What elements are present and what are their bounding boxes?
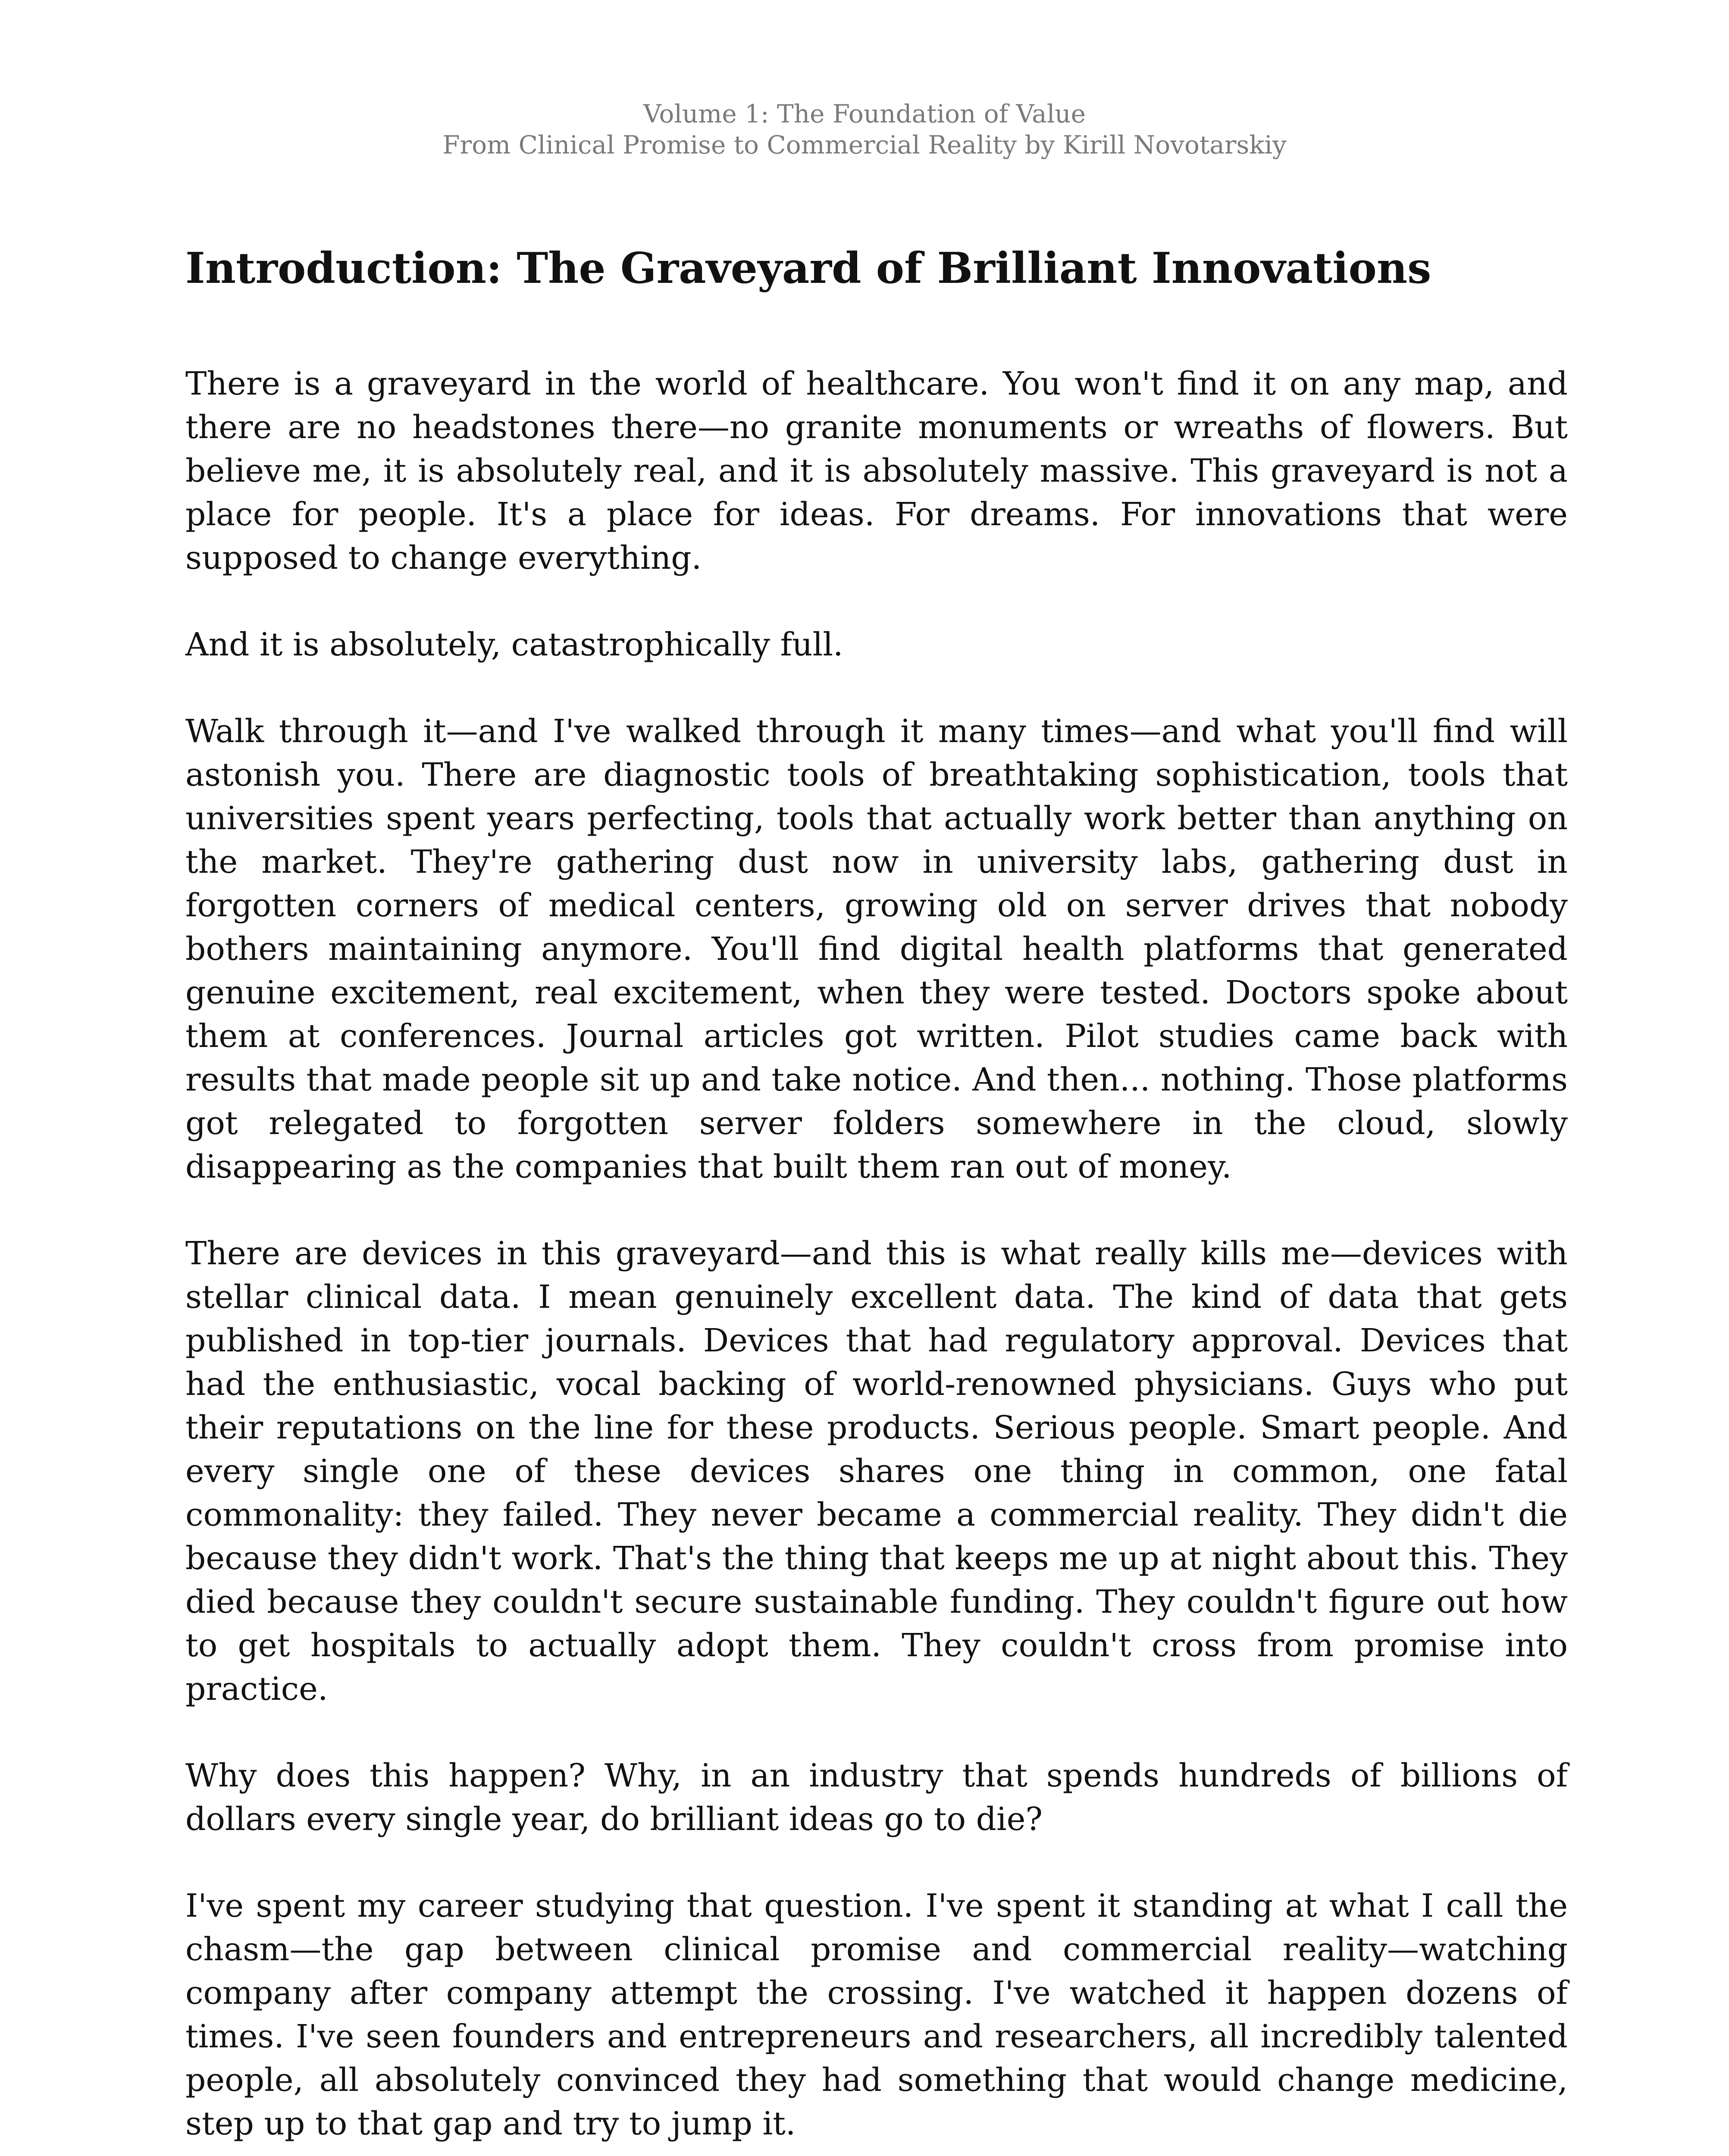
volume-title: Volume 1: The Foundation of Value (643, 99, 1086, 128)
chapter-title: Introduction: The Graveyard of Brilliant Innovations (185, 244, 1431, 293)
book-title-author: From Clinical Promise to Commercial Reality by Kirill Novotarskiy (442, 130, 1287, 160)
paragraph-4: There are devices in this graveyard—and this is what really kills me—devices with stellar clinical data. I mean genuinely excellent data. The kind of data that gets published in top-tier journals. Devices that had regulatory approval. Devices that had the enthusiastic, vocal backing of world-renowned physicians. Guys who put their reputations on the line for these products. Serious people. Smart people. And every single one of these devices shares one thing in common, one fatal commonality: they failed. They never became a commercial reality. They didn't die because they didn't work. That's the thing that keeps me up at night about this. They died because they couldn't secure sustainable funding. They couldn't figure out how to get hospitals to actually adopt them. They couldn't cross from promise into practice. (185, 1235, 1568, 1708)
chapter-body (185, 241, 1568, 2156)
running-header (0, 98, 1729, 160)
paragraph-3: Walk through it—and I've walked through it many times—and what you'll find will astonish you. There are diagnostic tools of breathtaking sophistication, tools that universities spent years perfecting, tools that actually work better than anything on the market. They're gathering dust now in university labs, gathering dust in forgotten corners of medical centers, growing old on server drives that nobody bothers maintaining anymore. You'll find digital health platforms that generated genuine excitement, real excitement, when they were tested. Doctors spoke about them at conferences. Journal articles got written. Pilot studies came back with results that made people sit up and take notice. And then... nothing. Those platforms got relegated to forgotten server folders somewhere in the cloud, slowly disappearing as the companies that built them ran out of money. (185, 713, 1568, 1185)
paragraph-5: Why does this happen? Why, in an industry that spends hundreds of billions of dollars every single year, do brilliant ideas go to die? (185, 1757, 1568, 1838)
paragraph-6: I've spent my career studying that question. I've spent it standing at what I call the chasm—the gap between clinical promise and commercial reality—watching company after company attempt the crossing. I've watched it happen dozens of times. I've seen founders and entrepreneurs and researchers, all incredibly talented people, all absolutely convinced they had something that would change medicine, step up to that gap and try to jump it. (185, 1887, 1568, 2142)
paragraph-2: And it is absolutely, catastrophically full. (185, 626, 843, 663)
paragraph-1: There is a graveyard in the world of healthcare. You won't find it on any map, and there are no headstones there—no granite monuments or wreaths of flowers. But believe me, it is absolutely real, and it is absolutely massive. This graveyard is not a place for people. It's a place for ideas. For dreams. For innovations that were supposed to change everything. (185, 365, 1568, 577)
